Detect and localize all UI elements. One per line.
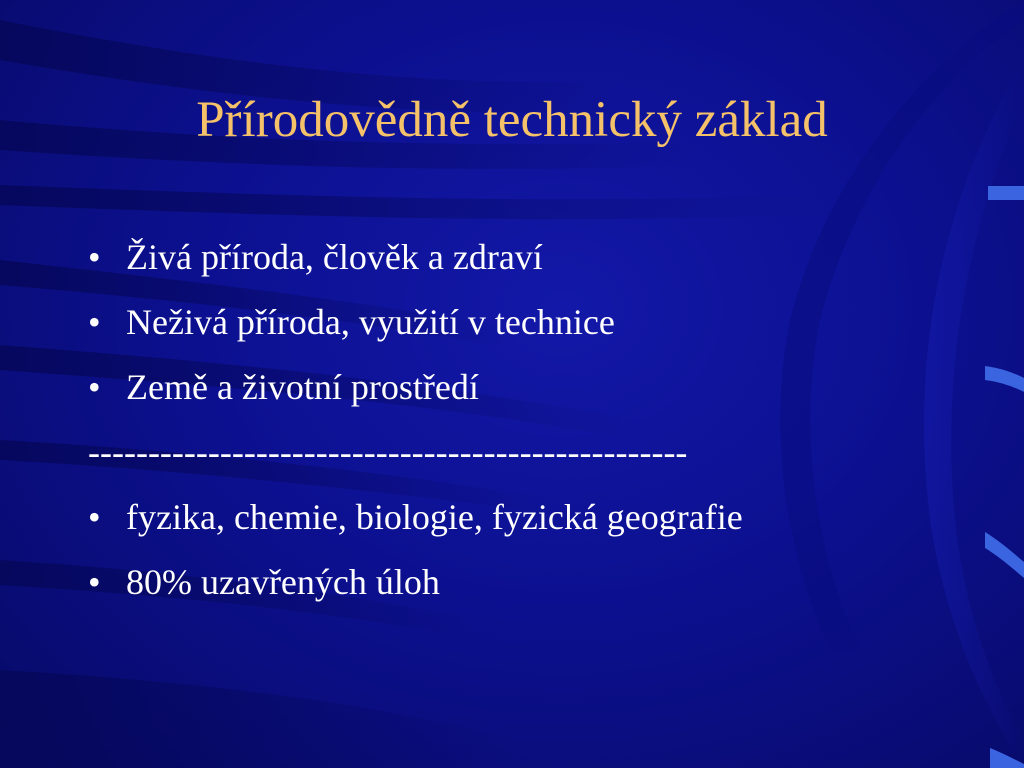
bullet-marker: • xyxy=(88,367,101,407)
list-item xyxy=(88,493,988,558)
list-item-text: Neživá příroda, využití v technice xyxy=(126,302,615,342)
list-item-text: Živá příroda, člověk a zdraví xyxy=(126,237,543,277)
list-item-text: fyzika, chemie, biologie, fyzická geografie xyxy=(126,497,743,537)
dashed-separator: -------------------------------------------------- xyxy=(88,432,688,472)
bullet-marker: • xyxy=(88,237,101,277)
bullet-marker: • xyxy=(88,302,101,342)
slide-title: Přírodovědně technický základ xyxy=(196,92,828,148)
list-item xyxy=(88,363,988,428)
list-item xyxy=(88,558,988,623)
swoosh-band xyxy=(0,670,520,768)
list-item-text: Země a životní prostředí xyxy=(126,367,479,407)
list-item xyxy=(88,233,988,298)
bullet-marker: • xyxy=(88,497,101,537)
list-item xyxy=(88,298,988,363)
list-item-text: 80% uzavřených úloh xyxy=(126,562,440,602)
accent-mark xyxy=(985,532,1024,578)
accent-mark xyxy=(988,186,1024,200)
bullet-list xyxy=(88,233,988,623)
swoosh-band xyxy=(0,185,820,219)
accent-mark xyxy=(985,366,1024,392)
bullet-marker: • xyxy=(88,562,101,602)
